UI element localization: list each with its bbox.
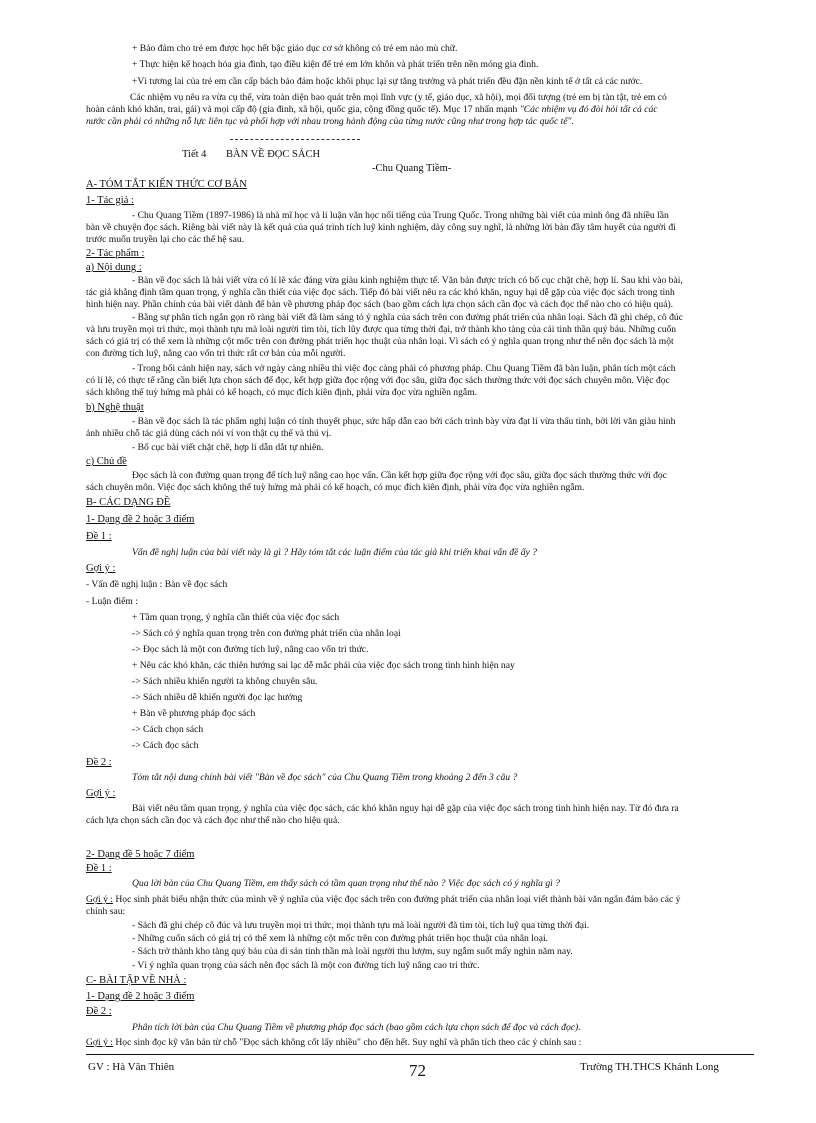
- lesson-title: BÀN VỀ ĐỌC SÁCH: [226, 149, 321, 160]
- question-1-text: Vấn đề nghị luận của bài viết này là gì ? Hãy tóm tắt các luận điểm của tác giả khi triển khai vấn đề ấy ?: [132, 547, 537, 558]
- author-line-3: trước muốn truyền lại cho các thế hệ sau.: [86, 234, 245, 245]
- art-line-3: - Bố cục bài viết chặt chẽ, hợp lí dẫn dắt tự nhiên.: [132, 442, 324, 453]
- argument-item: -> Sách có ý nghĩa quan trọng trên con đường phát triển của nhân loại: [132, 628, 401, 639]
- form-2-heading: 2- Dạng đề 5 hoặc 7 điểm: [86, 849, 195, 860]
- hint-label-2: Gợi ý :: [86, 788, 116, 799]
- question-2-label: Đề 2 :: [86, 757, 112, 768]
- content-line-2: tác giả khẳng định tầm quan trọng, ý nghĩa cần thiết của việc đọc sách. Tiếp đó bài viết nêu ra các khó khăn, nguy hại dễ gặp của việc đọc sách trong tình: [86, 287, 675, 298]
- footer-school: Trường TH.THCS Khánh Long: [580, 1061, 719, 1073]
- content-line-10: sách không thể tuỳ hứng mà phải có kế hoạch, có mục đích kiên định, phải vừa đọc vừa nghiền ngẫm.: [86, 387, 477, 398]
- section-a-author-heading: 1- Tác giả :: [86, 195, 134, 206]
- homework-form-heading: 1- Dạng đề 2 hoặc 3 điểm: [86, 991, 195, 1002]
- question-2-text: Tóm tắt nội dung chính bài viết "Bàn về đọc sách" của Chu Quang Tiềm trong khoảng 2 đến 3 câu ?: [132, 772, 518, 783]
- theme-heading: c) Chủ đề: [86, 456, 127, 467]
- hint-label-4: Gợi ý :: [86, 1037, 113, 1048]
- argument-item: -> Sách nhiều dễ khiến người đọc lạc hướng: [132, 692, 303, 703]
- art-line-2: ảnh nhiều chỗ tác giả dùng cách nói ví von thật cụ thể và thú vị.: [86, 428, 332, 439]
- top-para-line-1: Các nhiệm vụ nêu ra vừa cụ thể, vừa toàn diện bao quát trên mọi lĩnh vực (y tế, giáo dục, xã hội), mọi đối tượng (trẻ em bị tàn tật, trẻ em có: [130, 92, 667, 103]
- content-line-5: và lưu truyền mọi tri thức, mọi thành tựu mà loài người tìm tòi, tích lũy được qua từng thời đại, trở thành kho tàng của cải tinh thần quý báu. Những cuốn: [86, 324, 677, 335]
- lesson-number: Tiết 4: [182, 149, 207, 160]
- arguments-label: - Luận điểm :: [86, 596, 138, 607]
- argument-item: -> Đọc sách là một con đường tích luỹ, nâng cao vốn tri thức.: [132, 644, 369, 655]
- section-a-heading: A- TÓM TẮT KIẾN THỨC CƠ BẢN: [86, 179, 247, 190]
- form-2-hint-line-1: [86, 894, 680, 906]
- argument-item: + Bàn về phương pháp đọc sách: [132, 708, 256, 719]
- argument-item: + Nêu các khó khăn, các thiên hướng sai lạc dễ mắc phải của việc đọc sách trong tình hình hiện nay: [132, 660, 515, 671]
- top-bullet-1: + Bảo đảm cho trẻ em được học hết bậc giáo dục cơ sở không có trẻ em nào mù chữ.: [132, 43, 458, 54]
- hint-label-1: Gợi ý :: [86, 563, 116, 574]
- top-bullet-2: + Thực hiện kế hoạch hóa gia đình, tạo điều kiện để trẻ em lớn khôn và phát triển trên nền móng gia đình.: [132, 59, 539, 70]
- art-line-1: - Bàn về đọc sách là tác phẩm nghị luận có tính thuyết phục, sức hấp dẫn cao bởi cách trình bày vừa đạt lí vừa thấu tình, bởi lời văn giàu hình: [132, 416, 676, 427]
- top-para-text: hoàn cảnh khó khăn, trai, gái) và mọi cấp độ (gia đình, xã hội, quốc gia, cộng đồng quốc tế). Mục 17 nhấn mạnh: [86, 104, 518, 115]
- content-heading: a) Nội dung :: [86, 262, 142, 273]
- homework-hint-text: Học sinh đọc kỹ văn bản từ chỗ "Đọc sách không cốt lấy nhiều" cho đến hết. Suy nghĩ và phân tích theo các ý chính sau :: [115, 1037, 582, 1048]
- form-1-heading: 1- Dạng đề 2 hoặc 3 điểm: [86, 514, 195, 525]
- form-2-question-1-label: Đề 1 :: [86, 863, 112, 874]
- separator-rule: [230, 139, 360, 140]
- page-number: 72: [409, 1061, 426, 1080]
- theme-line-2: sách chuyên môn. Việc đọc sách không thể tuỳ hứng mà phải có kế hoạch, có mục đích kiên định, phải vừa đọc vừa nghiền ngẫm.: [86, 482, 585, 493]
- form-2-hint-line-2: chính sau:: [86, 906, 126, 917]
- theme-line-1: Đọc sách là con đường quan trọng để tích luỹ nâng cao học vấn. Cần kết hợp giữa đọc rộng với đọc sâu, giữa đọc sách thường thức với đọc: [132, 470, 667, 481]
- hint-label-3: Gợi ý :: [86, 894, 113, 905]
- section-a-work-heading: 2- Tác phẩm :: [86, 248, 145, 259]
- form-2-item: - Những cuốn sách có giá trị có thể xem là những cột mốc trên con đường phát triển học thuật của nhân loại.: [132, 933, 549, 944]
- content-line-4: - Bằng sự phân tích ngắn gọn rõ ràng bài viết đã làm sáng tỏ ý nghĩa của sách trên con đường phát triển của nhân loại. Sách đã ghi chép, cô đúc: [132, 312, 683, 323]
- form-2-item: - Sách trở thành kho tàng quý báu của di sản tinh thần mà loài người thu lượm, suy ngẫm suốt mấy nghìn năm nay.: [132, 946, 573, 957]
- question-1-label: Đề 1 :: [86, 531, 112, 542]
- content-line-8: - Trong bối cảnh hiện nay, sách vở ngày càng nhiều thì việc đọc càng phải có phương pháp. Chu Quang Tiềm đã bàn luận, phân tích một cách: [132, 363, 676, 374]
- lesson-author: -Chu Quang Tiềm-: [372, 163, 452, 174]
- footer-teacher: GV : Hà Văn Thiên: [88, 1061, 175, 1073]
- author-line-2: bàn về chuyện đọc sách. Riêng bài viết này là kết quả của quá trình tích luỹ kinh nghiệm, dày công suy nghĩ, là những lời bàn đầy tâm huyết của người đi: [86, 222, 676, 233]
- form-2-question-1-text: Qua lời bàn của Chu Quang Tiềm, em thấy sách có tầm quan trọng như thế nào ? Việc đọc sách có ý nghĩa gì ?: [132, 878, 560, 889]
- form-2-item: - Vì ý nghĩa quan trọng của sách nên đọc sách là một con đường tích luỹ nâng cao tri thức.: [132, 960, 480, 971]
- homework-hint-line: [86, 1037, 581, 1049]
- content-line-7: con đường tích luỹ, nâng cao vốn tri thức rất cơ bản của mỗi người.: [86, 348, 346, 359]
- form-2-hint-text: Học sinh phát biểu nhận thức của mình về ý nghĩa của việc đọc sách trên con đường phát triển của nhân loại viết thành bài văn ngắn đảm bảo các ý: [115, 894, 681, 905]
- author-line-1: - Chu Quang Tiềm (1897-1986) là nhà mĩ học và lí luận văn học nổi tiếng của Trung Quốc. Trong những bài viết của mình ông đã nhiều lần: [132, 210, 669, 221]
- content-line-6: sách có giá trị có thể xem là những cột mốc trên con đường phát triển học thuật của nhân loại. Vì sách có ý nghĩa quan trọng như thế nên đọc sách là một: [86, 336, 674, 347]
- question-2-answer-line-2: cách lựa chọn sách cần đọc và cách đọc như thế nào cho hiệu quả.: [86, 815, 340, 826]
- top-para-quote: "Các nhiệm vụ đó đòi hỏi tất cả các: [519, 104, 658, 115]
- top-para-line-2: [86, 104, 658, 116]
- section-c-heading: C- BÀI TẬP VỀ NHÀ :: [86, 975, 187, 986]
- content-line-1: - Bàn về đọc sách là bài viết vừa có lí lẽ xác đáng vừa giàu kinh nghiệm thực tế. Văn bản được trích có bố cục chặt chẽ, hợp lí. Sau khi vào bài,: [132, 275, 683, 286]
- top-bullet-3: +Vì tương lai của trẻ em cần cấp bách bảo đảm hoặc khôi phục lại sự tăng trưởng và phát triển đều đặn nền kinh tế ở tất cả các nước.: [132, 76, 643, 87]
- form-2-item: - Sách đã ghi chép cô đúc và lưu truyền mọi tri thức, mọi thành tựu mà loài người đã tìm tòi, tích luỹ qua từng thời đại.: [132, 920, 590, 931]
- argument-topic: - Vấn đề nghị luận : Bàn về đọc sách: [86, 579, 228, 590]
- argument-item: -> Cách đọc sách: [132, 740, 199, 751]
- argument-item: + Tầm quan trọng, ý nghĩa cần thiết của việc đọc sách: [132, 612, 340, 623]
- content-line-9: có lí lẽ, có thực tế rằng cần biết lựa chọn sách để đọc, kết hợp giữa đọc rộng với đọc sâu, giữa đọc sách thường thức với đọc sách chuyên môn. Việc đọc: [86, 375, 670, 386]
- section-b-heading: B- CÁC DẠNG ĐỀ: [86, 497, 171, 508]
- question-2-answer-line-1: Bài viết nêu tầm quan trọng, ý nghĩa của việc đọc sách, các khó khăn nguy hại dễ gặp của việc đọc sách trong tình hình hiện nay. Từ đó đưa ra: [132, 803, 679, 814]
- content-line-3: hình hiện nay. Phần chính của bài viết dành để bàn về phương pháp đọc sách (bao gồm cách lựa chọn sách cần đọc và cách đọc thế nào cho có hiệu quả).: [86, 299, 674, 310]
- argument-item: -> Sách nhiều khiến người ta không chuyên sâu.: [132, 676, 318, 687]
- art-heading: b) Nghệ thuật: [86, 402, 144, 413]
- footer-rule: [86, 1054, 754, 1055]
- homework-question-text: Phân tích lời bàn của Chu Quang Tiềm về phương pháp đọc sách (bao gồm cách lựa chọn sách để đọc và cách đọc).: [132, 1022, 581, 1033]
- top-para-line-3: nước cần phải có những nỗ lực liên tục và phối hợp với nhau trong hành động của từng nước cũng như trong hợp tác quốc tế".: [86, 116, 574, 127]
- homework-question-label: Đề 2 :: [86, 1006, 112, 1017]
- argument-item: -> Cách chọn sách: [132, 724, 204, 735]
